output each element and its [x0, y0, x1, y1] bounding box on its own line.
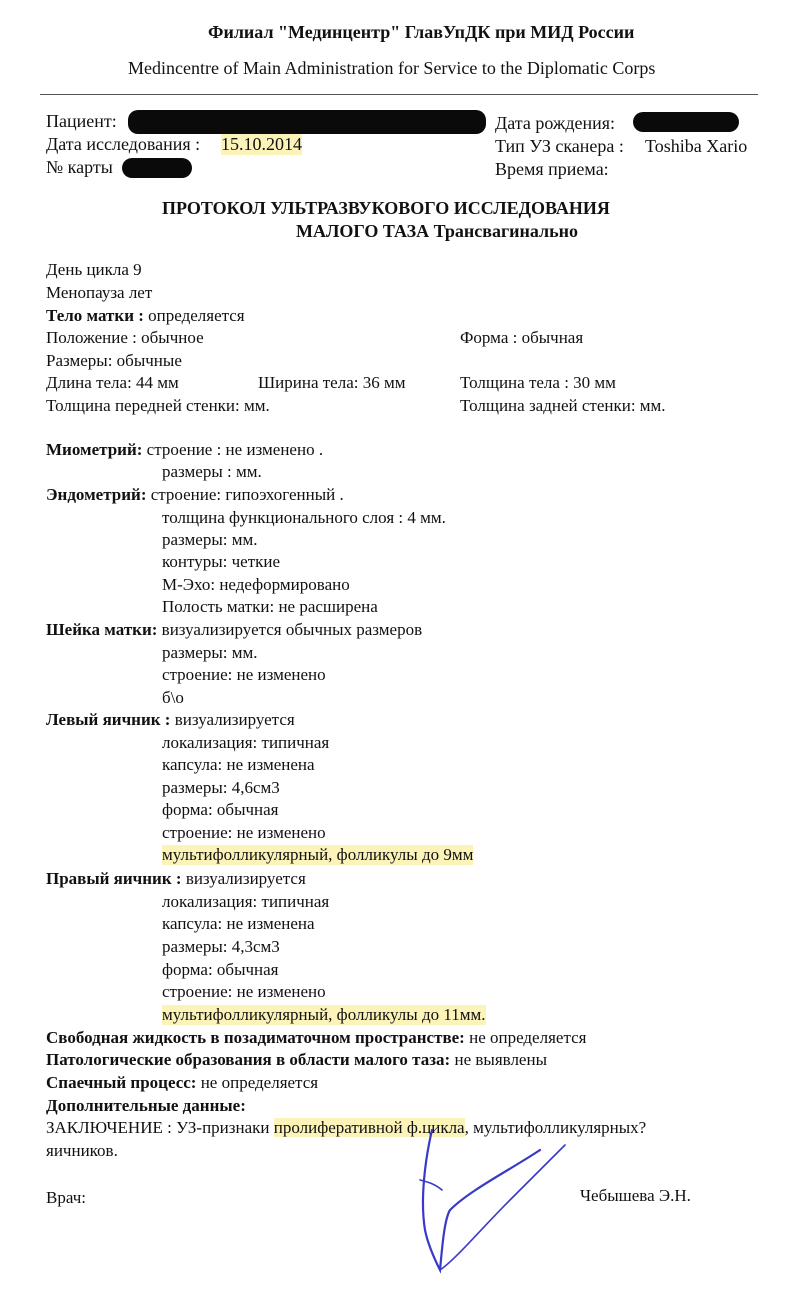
free-fluid-value: не определяется [464, 1028, 587, 1047]
uterus-value: определяется [143, 306, 245, 325]
right-ovary-localization: локализация: типичная [162, 892, 330, 911]
endometrium-sizes: размеры: мм. [162, 530, 258, 549]
cervix-visual: визуализируется обычных размеров [157, 620, 423, 639]
endometrium-contours: контуры: четкие [162, 552, 281, 571]
right-ovary-structure: строение: не изменено [162, 982, 326, 1001]
additional-data-label: Дополнительные данные: [46, 1096, 246, 1115]
endometrium-m-echo: М-Эхо: недеформировано [162, 575, 350, 594]
scanner-label: Тип УЗ сканера : [495, 136, 624, 156]
left-ovary-follicles: мультифолликулярный, фолликулы до 9мм [162, 845, 474, 864]
protocol-title-line1: ПРОТОКОЛ УЛЬТРАЗВУКОВОГО ИССЛЕДОВАНИЯ [162, 198, 610, 218]
adhesion-label: Спаечный процесс: [46, 1073, 197, 1092]
front-wall-thickness: Толщина передней стенки: мм. [46, 396, 270, 415]
cervix-label: Шейка матки: [46, 620, 158, 639]
scanner-value: Toshiba Xario [645, 136, 748, 156]
birth-date-redaction [633, 112, 739, 132]
patient-name-redaction [128, 110, 486, 134]
reception-time-label: Время приема: [495, 159, 609, 179]
cervix-note: б\о [162, 688, 184, 707]
exam-date-value: 15.10.2014 [221, 134, 302, 154]
pathology-value: не выявлены [450, 1050, 547, 1069]
myometrium-line [46, 440, 323, 460]
card-number-label: № карты [46, 157, 113, 177]
right-ovary-capsule: капсула: не изменена [162, 914, 315, 933]
adhesion-line [46, 1073, 318, 1093]
left-ovary-capsule: капсула: не изменена [162, 755, 315, 774]
card-number-redaction [122, 158, 192, 178]
birth-date-label: Дата рождения: [495, 113, 616, 133]
left-ovary-sizes: размеры: 4,6см3 [162, 778, 280, 797]
endometrium-label: Эндометрий: [46, 485, 147, 504]
cervix-sizes: размеры: мм. [162, 643, 258, 662]
right-ovary-line [46, 869, 306, 889]
conclusion-line2: яичников. [46, 1141, 118, 1160]
right-ovary-label: Правый яичник : [46, 869, 182, 888]
free-fluid-label: Свободная жидкость в позадиматочном пространстве: [46, 1028, 465, 1047]
adhesion-value: не определяется [196, 1073, 319, 1092]
right-ovary-sizes: размеры: 4,3см3 [162, 937, 280, 956]
endometrium-structure: строение: гипоэхогенный . [146, 485, 344, 504]
pathology-label: Патологические образования в области малого таза: [46, 1050, 451, 1069]
exam-date-label: Дата исследования : [46, 134, 201, 154]
right-ovary-follicles: мультифолликулярный, фолликулы до 11мм. [162, 1005, 486, 1024]
myometrium-structure: строение : не изменено . [142, 440, 324, 459]
myometrium-label: Миометрий: [46, 440, 143, 459]
uterus-position: Положение : обычное [46, 328, 204, 347]
uterus-sizes: Размеры: обычные [46, 351, 182, 370]
left-ovary-shape: форма: обычная [162, 800, 279, 819]
cervix-structure: строение: не изменено [162, 665, 326, 684]
uterus-thickness: Толщина тела : 30 мм [460, 373, 616, 392]
org-name-en: Medincentre of Main Administration for Service to the Diplomatic Corps [128, 58, 656, 78]
cervix-line [46, 620, 422, 640]
doctor-signature [380, 1120, 580, 1290]
doctor-label: Врач: [46, 1188, 86, 1207]
free-fluid-line [46, 1028, 586, 1048]
header-divider [40, 94, 758, 95]
uterus-length: Длина тела: 44 мм [46, 373, 179, 392]
back-wall-thickness: Толщина задней стенки: мм. [460, 396, 666, 415]
right-ovary-visual: визуализируется [181, 869, 306, 888]
endometrium-line [46, 485, 344, 505]
right-ovary-shape: форма: обычная [162, 960, 279, 979]
menopause: Менопауза лет [46, 283, 153, 302]
doctor-name: Чебышева Э.Н. [580, 1186, 691, 1205]
left-ovary-line [46, 710, 295, 730]
uterus-label: Тело матки : [46, 306, 144, 325]
left-ovary-visual: визуализируется [170, 710, 295, 729]
uterus-width: Ширина тела: 36 мм [258, 373, 406, 392]
org-name-ru: Филиал "Мединцентр" ГлавУпДК при МИД России [208, 22, 635, 42]
pathology-line [46, 1050, 547, 1070]
cycle-day: День цикла 9 [46, 260, 142, 279]
protocol-title-line2: МАЛОГО ТАЗА Трансвагинально [296, 221, 579, 241]
conclusion-part-highlighted: пролиферативной ф.цикла [273, 1118, 465, 1137]
uterine-cavity: Полость матки: не расширена [162, 597, 378, 616]
left-ovary-label: Левый яичник : [46, 710, 171, 729]
endometrium-functional-layer: толщина функционального слоя : 4 мм. [162, 508, 446, 527]
left-ovary-localization: локализация: типичная [162, 733, 330, 752]
conclusion-part-a: ЗАКЛЮЧЕНИЕ : УЗ-признаки [46, 1118, 274, 1137]
myometrium-sizes: размеры : мм. [162, 462, 262, 481]
patient-label: Пациент: [46, 111, 117, 131]
uterus-shape: Форма : обычная [460, 328, 584, 347]
uterus-line [46, 306, 245, 326]
left-ovary-structure: строение: не изменено [162, 823, 326, 842]
conclusion-part-c: , мультифолликулярных? [464, 1118, 647, 1137]
